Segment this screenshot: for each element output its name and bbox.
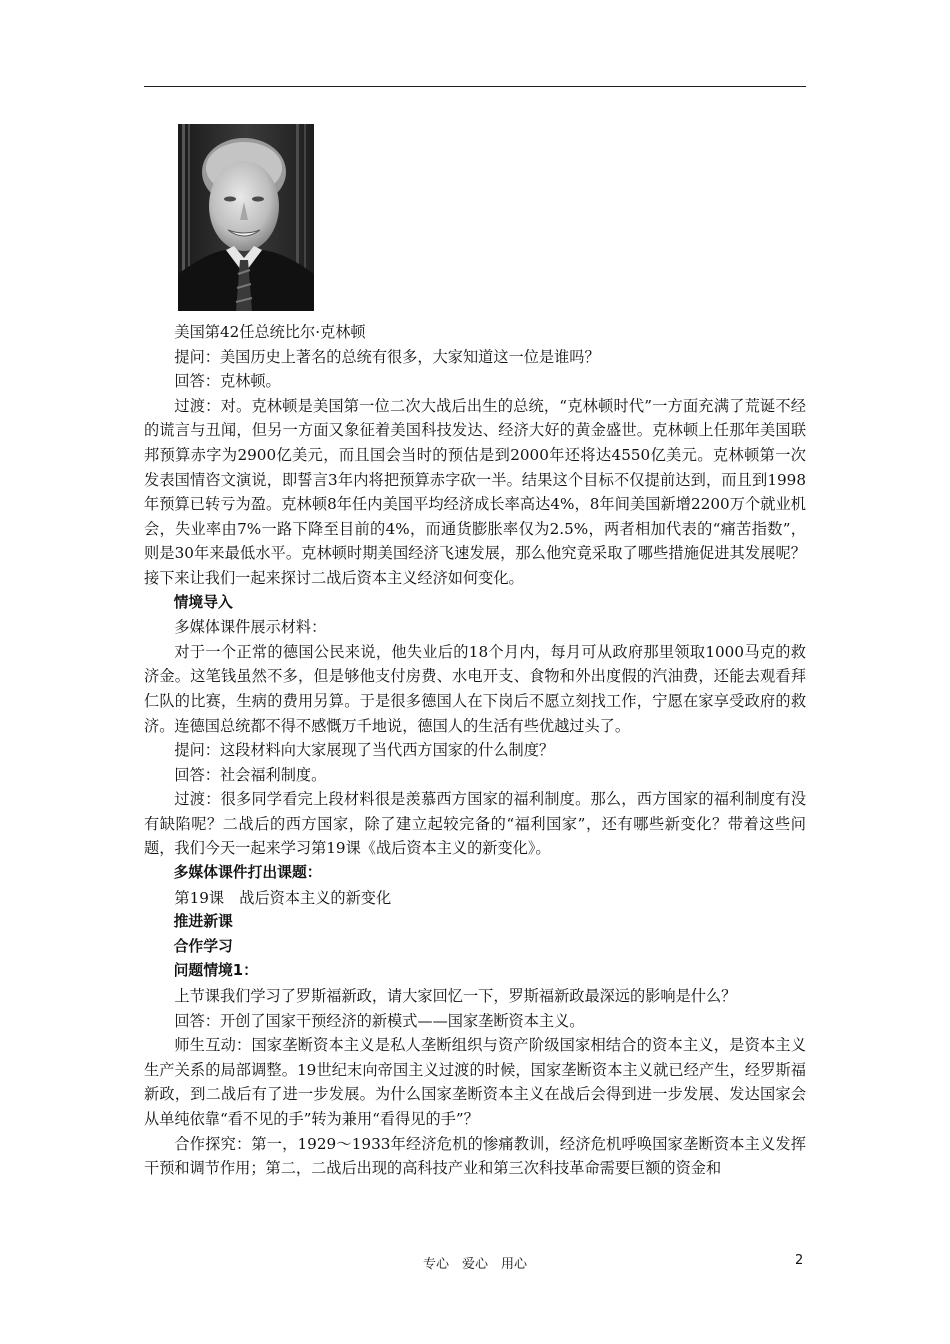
section-heading: 多媒体课件打出课题： — [173, 864, 322, 882]
paragraph: 过渡：很多同学看完上段材料很是羡慕西方国家的福利制度。那么，西方国家的福利制度有没有缺陷呢？二战后的西方国家，除了建立起较完备的“福利国家”，还有哪些新变化？带着这些问题，我们今天一起来学习第19课《战后资本主义的新变化》。 — [144, 790, 806, 858]
document-body — [144, 320, 806, 1181]
section-heading: 合作学习 — [173, 937, 233, 955]
section-heading: 情境导入 — [173, 593, 233, 611]
paragraph: 师生互动：国家垄断资本主义是私人垄断组织与资产阶级国家相结合的资本主义，是资本主义生产关系的局部调整。19世纪末向帝国主义过渡的时候，国家垄断资本主义就已经产生，经罗斯福新政，到二战后有了进一步发展。为什么国家垄断资本主义在战后会得到进一步发展、发达国家会从单纯依靠“看不见的手”转为兼用“看得见的手”？ — [144, 1036, 806, 1128]
paragraph: 第19课 战后资本主义的新变化 — [174, 888, 392, 907]
paragraph: 合作探究：第一，1929～1933年经济危机的惨痛教训，经济危机呼唤国家垄断资本主义发挥干预和调节作用；第二，二战后出现的高科技产业和第三次科技革命需要巨额的资金和 — [144, 1134, 806, 1178]
paragraph: 提问：这段材料向大家展现了当代西方国家的什么制度？ — [174, 741, 555, 760]
header-rule — [144, 86, 806, 87]
paragraph: 上节课我们学习了罗斯福新政，请大家回忆一下，罗斯福新政最深远的影响是什么？ — [174, 987, 737, 1006]
section-heading: 问题情境1： — [173, 962, 258, 980]
portrait-image — [178, 124, 314, 311]
paragraph-list — [144, 345, 806, 1181]
portrait-photo — [178, 124, 314, 311]
paragraph: 提问：美国历史上著名的总统有很多，大家知道这一位是谁吗？ — [174, 347, 600, 366]
footer-motto: 专心 爱心 用心 — [422, 1257, 527, 1272]
page-number: 2 — [795, 1253, 804, 1268]
paragraph: 对于一个正常的德国公民来说，他失业后的18个月内，每月可从政府那里领取1000马克的救济金。这笔钱虽然不多，但是够他支付房费、水电开支、食物和外出度假的汽油费，还能去观看拜仁队的比赛，生病的费用另算。于是很多德国人在下岗后不愿立刻找工作，宁愿在家享受政府的救济。连德国总统都不得不感慨万千地说，德国人的生活有些优越过头了。 — [144, 642, 806, 735]
photo-caption: 美国第42任总统比尔·克林顿 — [174, 323, 366, 341]
section-heading: 推进新课 — [173, 913, 233, 931]
paragraph: 回答：克林顿。 — [174, 372, 281, 391]
paragraph: 过渡：对。克林顿是美国第一位二次大战后出生的总统，“克林顿时代”一方面充满了荒诞不经的谎言与丑闻，但另一方面又象征着美国科技发达、经济大好的黄金盛世。克林顿上任那年美国联邦预算赤字为2900亿美元，而且国会当时的预估是到2000年还将达4550亿美元。克林顿第一次发表国情咨文演说，即誓言3年内将把预算赤字砍一半。结果这个目标不仅提前达到，而且到1998年预算已转亏为盈。克林顿8年任内美国平均经济成长率高达4%，8年间美国新增2200万个就业机会，失业率由7%一路下降至目前的4%，而通货膨胀率仅为2.5%，两者相加代表的“痛苦指数”，则是30年来最低水平。克林顿时期美国经济飞速发展，那么他究竟采取了哪些措施促进其发展呢？接下来让我们一起来探讨二战后资本主义经济如何变化。 — [144, 396, 806, 587]
paragraph: 多媒体课件展示材料： — [174, 618, 327, 637]
paragraph: 回答：社会福利制度。 — [174, 765, 327, 784]
paragraph: 回答：开创了国家干预经济的新模式——国家垄断资本主义。 — [174, 1011, 585, 1030]
